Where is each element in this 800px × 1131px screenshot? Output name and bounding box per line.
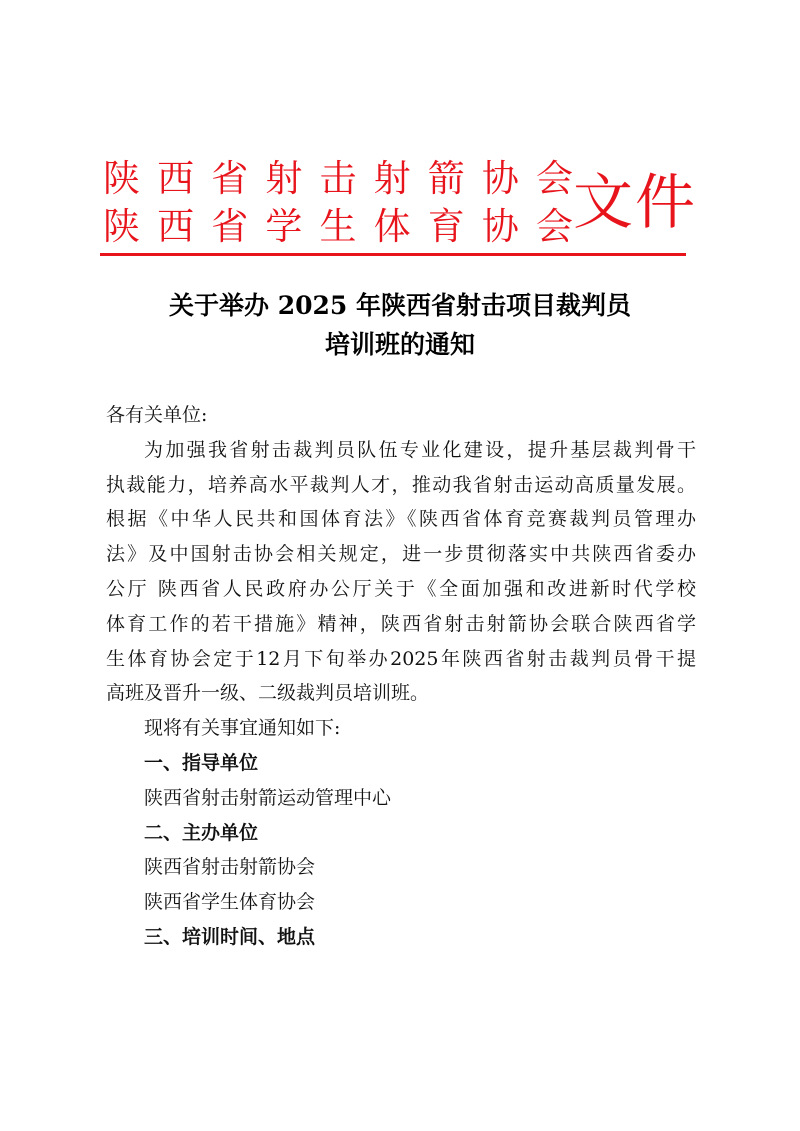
org-char: 陕 (103, 205, 140, 248)
paragraph-line: 为加强我省射击裁判员队伍专业化建设，提升基层裁判骨干 (144, 438, 696, 461)
paragraph-line: 公厅 陕西省人民政府办公厅关于《全面加强和改进新时代学校 (106, 577, 696, 600)
section-heading-guidance-unit: 一、指导单位 (144, 751, 259, 774)
salutation: 各有关单位: (106, 404, 208, 426)
org-char: 会 (536, 205, 573, 248)
paragraph-line: 根据《中华人民共和国体育法》《陕西省体育竞赛裁判员管理办 (106, 508, 696, 531)
section-heading-host-units: 二、主办单位 (144, 821, 259, 844)
org-name-shooting-archery-association (103, 156, 573, 202)
document-body (106, 398, 696, 955)
paragraph-line: 执裁能力，培养高水平裁判人才，推动我省射击运动高质量发展。 (106, 473, 696, 496)
org-char: 箭 (427, 157, 465, 200)
org-char: 击 (319, 157, 357, 200)
paragraph-line: 生体育协会定于12月下旬举办2025年陕西省射击裁判员骨干提 (106, 647, 696, 670)
org-char: 协 (481, 157, 519, 200)
org-char: 省 (211, 157, 249, 200)
list-item: 陕西省射击射箭运动管理中心 (144, 786, 392, 809)
org-char: 体 (373, 205, 411, 248)
paragraph-line: 高班及晋升一级、二级裁判员培训班。 (106, 682, 430, 705)
org-char: 协 (481, 205, 519, 248)
section-heading-time-place: 三、培训时间、地点 (144, 925, 316, 948)
org-name-student-sports-association (103, 204, 573, 250)
list-item: 陕西省射击射箭协会 (144, 856, 316, 879)
document-type-label: 文件 (573, 168, 697, 238)
document-title-line-2: 培训班的通知 (324, 330, 475, 359)
org-char: 射 (265, 157, 303, 200)
org-char: 陕 (103, 157, 140, 200)
org-char: 育 (427, 205, 465, 248)
org-char: 学 (265, 205, 303, 248)
red-divider-line (100, 253, 686, 256)
list-item: 陕西省学生体育协会 (144, 891, 316, 914)
org-char: 西 (157, 157, 195, 200)
org-char: 西 (157, 205, 195, 248)
org-char: 会 (536, 157, 573, 200)
paragraph-line: 法》及中国射击协会相关规定，进一步贯彻落实中共陕西省委办 (106, 543, 696, 566)
document-title-line-1: 关于举办 2025 年陕西省射击项目裁判员 (169, 291, 631, 320)
paragraph-line: 体育工作的若干措施》精神，陕西省射击射箭协会联合陕西省学 (106, 612, 696, 635)
letterhead (103, 150, 703, 250)
org-char: 省 (211, 205, 249, 248)
org-char: 生 (319, 205, 357, 248)
intro-text: 现将有关事宜通知如下: (144, 717, 341, 740)
org-char: 射 (373, 157, 411, 200)
